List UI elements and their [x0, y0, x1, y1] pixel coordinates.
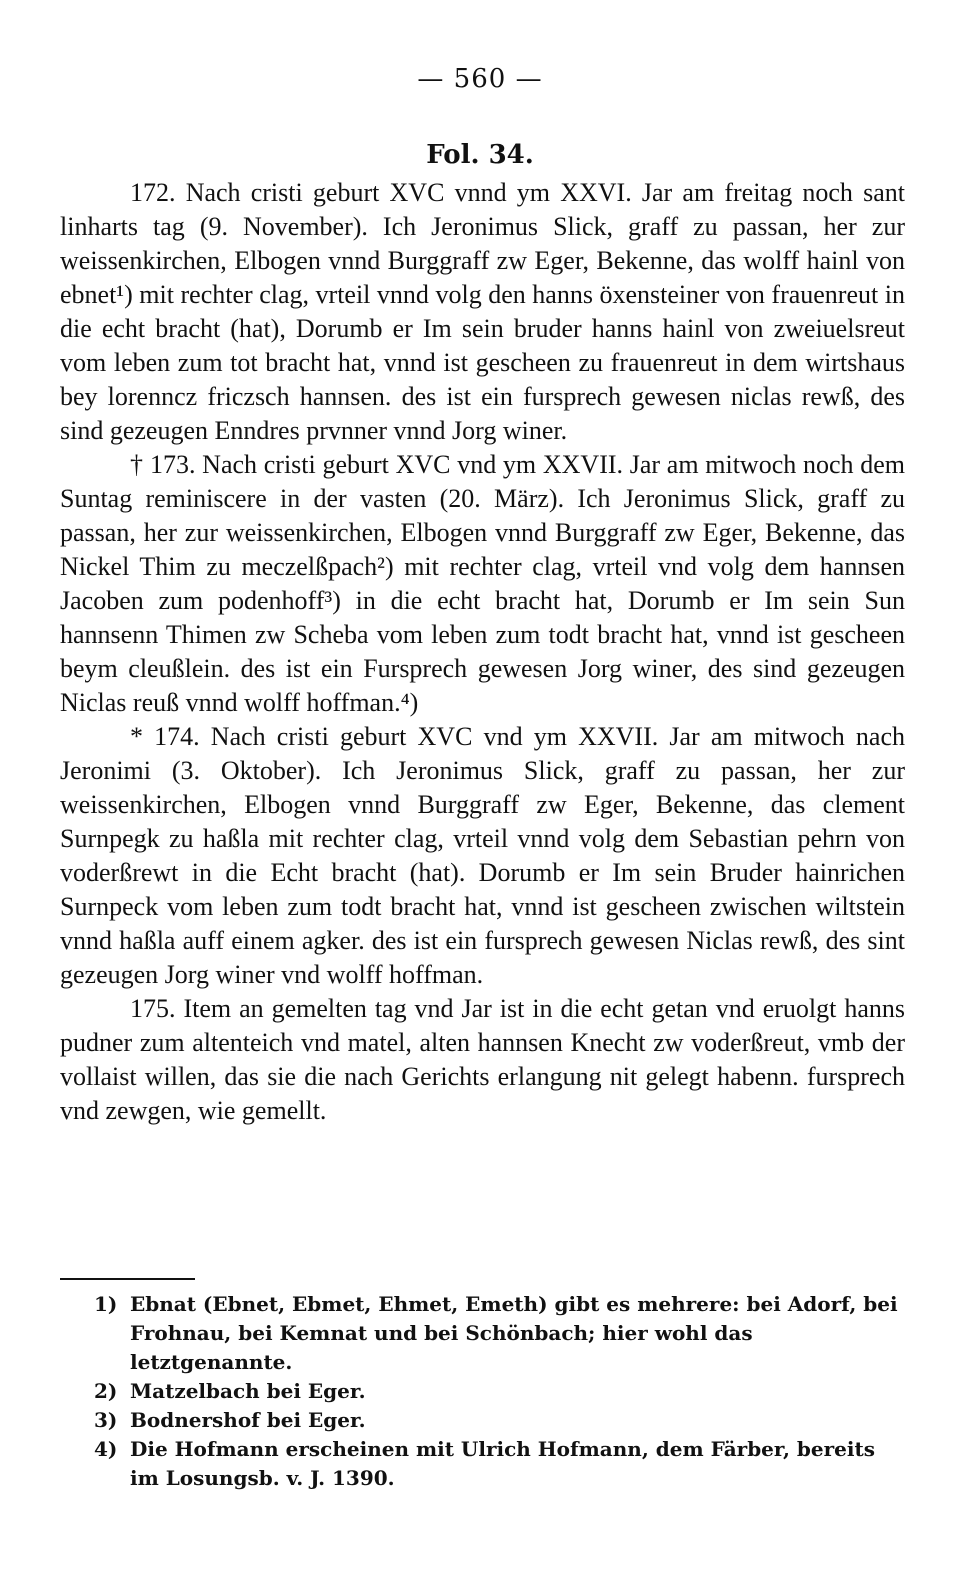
- footnote-text: Matzelbach bei Eger.: [130, 1379, 366, 1403]
- footnote-text: Ebnat (Ebnet, Ebmet, Ehmet, Emeth) gibt es mehrere: bei Adorf, bei Frohnau, bei Kemnat und bei Schönbach; hier wohl das letztgenannte.: [130, 1292, 898, 1374]
- footnote-4: [60, 1435, 908, 1493]
- footnote-text: Bodnershof bei Eger.: [130, 1408, 366, 1432]
- entry-174: * 174. Nach cristi geburt XVC vnd ym XXVII. Jar am mitwoch nach Jeronimi (3. Oktober). Ich Jeronimus Slick, graff zu passan, her zur weissenkirchen, Elbogen vnnd Burggraff zw Eger, Bekenne, das clement Surnpegk zu haßla mit rechter clag, vrteil vnnd volg dem Sebastian pehrn von voderßrewt in die Echt bracht (hat). Dorumb er Im sein Bruder hainrichen Surnpeck vom leben zum todt bracht hat, vnnd ist gescheen zwischen wiltstein vnnd haßla auff einem agker. des ist ein fursprech gewesen Niclas rewß, des sint gezeugen Jorg winer vnd wolff hoffman.: [60, 722, 905, 989]
- footnote-number: 3): [94, 1408, 118, 1432]
- footnote-number: 1): [94, 1292, 118, 1316]
- folio-heading: Fol. 34.: [426, 140, 534, 170]
- footnote-divider: [60, 1278, 195, 1280]
- footnote-2: [60, 1377, 908, 1406]
- entry-175: 175. Item an gemelten tag vnd Jar ist in die echt getan vnd eruolgt hanns pudner zum altenteich vnd matel, alten hannsen Knecht zw voderßreut, vmb der vollaist willen, das sie die nach Gerichts erlangung nit gelegt habenn. fursprech vnd zewgen, wie gemellt.: [60, 994, 905, 1125]
- footnote-number: 2): [94, 1379, 118, 1403]
- page-number: — 560 —: [417, 64, 543, 94]
- footnotes: [60, 1290, 908, 1493]
- footnote-text: Die Hofmann erscheinen mit Ulrich Hofmann, dem Färber, bereits im Losungsb. v. J. 1390.: [130, 1437, 875, 1490]
- entry-172: 172. Nach cristi geburt XVC vnnd ym XXVI. Jar am freitag noch sant linharts tag (9. November). Ich Jeronimus Slick, graff zu passan, her zur weissenkirchen, Elbogen vnnd Burggraff zw Eger, Bekenne, das wolff hainl von ebnet¹) mit rechter clag, vrteil vnnd volg den hanns öxensteiner von frauenreut in die echt bracht (hat), Dorumb er Im sein bruder hanns hainl von zweiuelsreut vom leben zum tot bracht hat, vnnd ist gescheen zu frauenreut in dem wirtshaus bey lorenncz friczsch hannsen. des ist ein fursprech gewesen niclas rewß, des sind gezeugen Enndres prvnner vnnd Jorg winer.: [60, 178, 905, 445]
- footnote-1: [60, 1290, 908, 1377]
- entry-173: † 173. Nach cristi geburt XVC vnd ym XXVII. Jar am mitwoch noch dem Suntag reminiscere in der vasten (20. März). Ich Jeronimus Slick, graff zu passan, her zur weissenkirchen, Elbogen vnnd Burggraff zw Eger, Bekenne, das Nickel Thim zu meczelßpach²) mit rechter clag, vrteil vnd volg dem hannsen Jacoben zum podenhoff³) in die echt bracht hat, Dorumb er Im sein Sun hannsenn Thimen zw Scheba vom leben zum todt bracht hat, vnnd ist gescheen beym cleußlein. des ist ein Fursprech gewesen Jorg winer, des sind gezeugen Niclas reuß vnnd wolff hoffman.⁴): [60, 450, 905, 717]
- footnote-3: [60, 1406, 908, 1435]
- main-text: [60, 176, 905, 1128]
- footnote-number: 4): [94, 1437, 118, 1461]
